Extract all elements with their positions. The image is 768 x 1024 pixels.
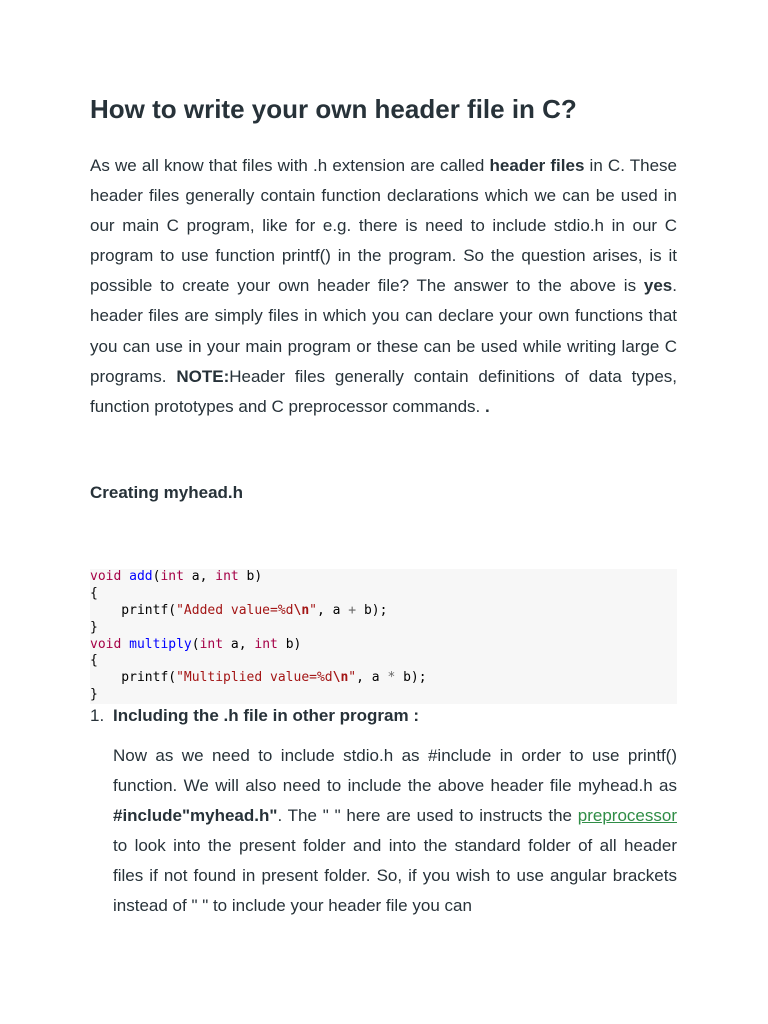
code-line-7	[90, 670, 677, 687]
code-block	[90, 569, 677, 704]
intro-bold-period: .	[484, 396, 490, 416]
code-operator: +	[348, 602, 357, 618]
code-string-end: "	[348, 670, 357, 686]
code-operator: *	[387, 670, 396, 686]
code-keyword: void	[90, 569, 122, 584]
page-title: How to write your own header file in C?	[90, 94, 577, 124]
code-punct: (	[152, 569, 161, 584]
code-text: , a	[356, 670, 388, 686]
preprocessor-link[interactable]: preprocessor	[577, 806, 677, 826]
code-text: b);	[356, 602, 388, 618]
code-keyword: int	[199, 636, 224, 652]
code-text: a,	[223, 636, 255, 652]
code-line-6: {	[90, 653, 98, 669]
code-text: b);	[395, 670, 427, 686]
code-keyword: void	[90, 636, 122, 652]
code-line-4: }	[90, 619, 98, 635]
code-text: b)	[277, 636, 302, 652]
list-marker: 1.	[90, 706, 105, 725]
intro-bold-note: NOTE:	[176, 366, 230, 386]
intro-text-1: As we all know that files with .h extension are called	[90, 156, 490, 175]
list-item-heading: Including the .h file in other program :	[113, 706, 419, 725]
code-line-2: {	[90, 585, 98, 601]
code-text: a,	[183, 569, 216, 584]
list-item	[90, 705, 419, 727]
code-string	[176, 670, 356, 685]
code-function: multiply	[129, 636, 192, 652]
intro-paragraph	[90, 151, 677, 422]
intro-text-3: . header files are simply files in which you can declare your own functions that you can use in your main program or these can be used while writing large C programs.	[90, 276, 677, 386]
intro-text-2: in C. These header files generally contain function declarations which we can be used in our main C program, like for e.g. there is need to include stdio.h in our C program to use function printf() in the program. So the question arises, is it possible to create your own header file? The answer to the above is	[90, 156, 677, 296]
code-text: printf(	[90, 670, 177, 686]
code-string-end: "	[309, 602, 317, 618]
intro-bold-header-files: header files	[489, 156, 585, 175]
list-text-3: to look into the present folder and into the standard folder of all header files if not found in present folder. So, if you wish to use angular brackets instead of " " to include your header file you can	[113, 836, 677, 916]
code-escape: \n	[293, 602, 310, 618]
code-punct: (	[191, 636, 200, 652]
code-text: b)	[238, 569, 263, 584]
code-text: , a	[316, 602, 349, 618]
list-text-2: . The " " here are used to instructs the	[277, 806, 578, 826]
code-line-1	[90, 569, 677, 586]
code-line-5	[90, 637, 677, 654]
code-line-8: }	[90, 687, 98, 703]
code-keyword: int	[254, 636, 278, 652]
code-text: printf(	[90, 602, 177, 618]
code-string	[176, 603, 317, 618]
intro-text-4: Header files generally contain definitions of data types, function prototypes and C preprocessor commands.	[90, 366, 678, 416]
code-string-text: "Added value=%d	[176, 602, 294, 618]
code-keyword: int	[160, 569, 184, 584]
code-line-3	[90, 603, 677, 620]
intro-bold-yes: yes	[643, 276, 673, 296]
code-string-text: "Multiplied value=%d	[176, 670, 333, 686]
section-heading: Creating myhead.h	[90, 483, 244, 502]
code-function: add	[129, 569, 153, 584]
code-keyword: int	[215, 569, 239, 584]
code-escape: \n	[332, 670, 349, 686]
list-item-paragraph	[113, 741, 677, 922]
list-text-1: Now as we need to include stdio.h as #include in order to use printf() function. We will also need to include the above header file myhead.h as	[113, 746, 677, 796]
list-bold-include: #include"myhead.h"	[113, 806, 278, 826]
